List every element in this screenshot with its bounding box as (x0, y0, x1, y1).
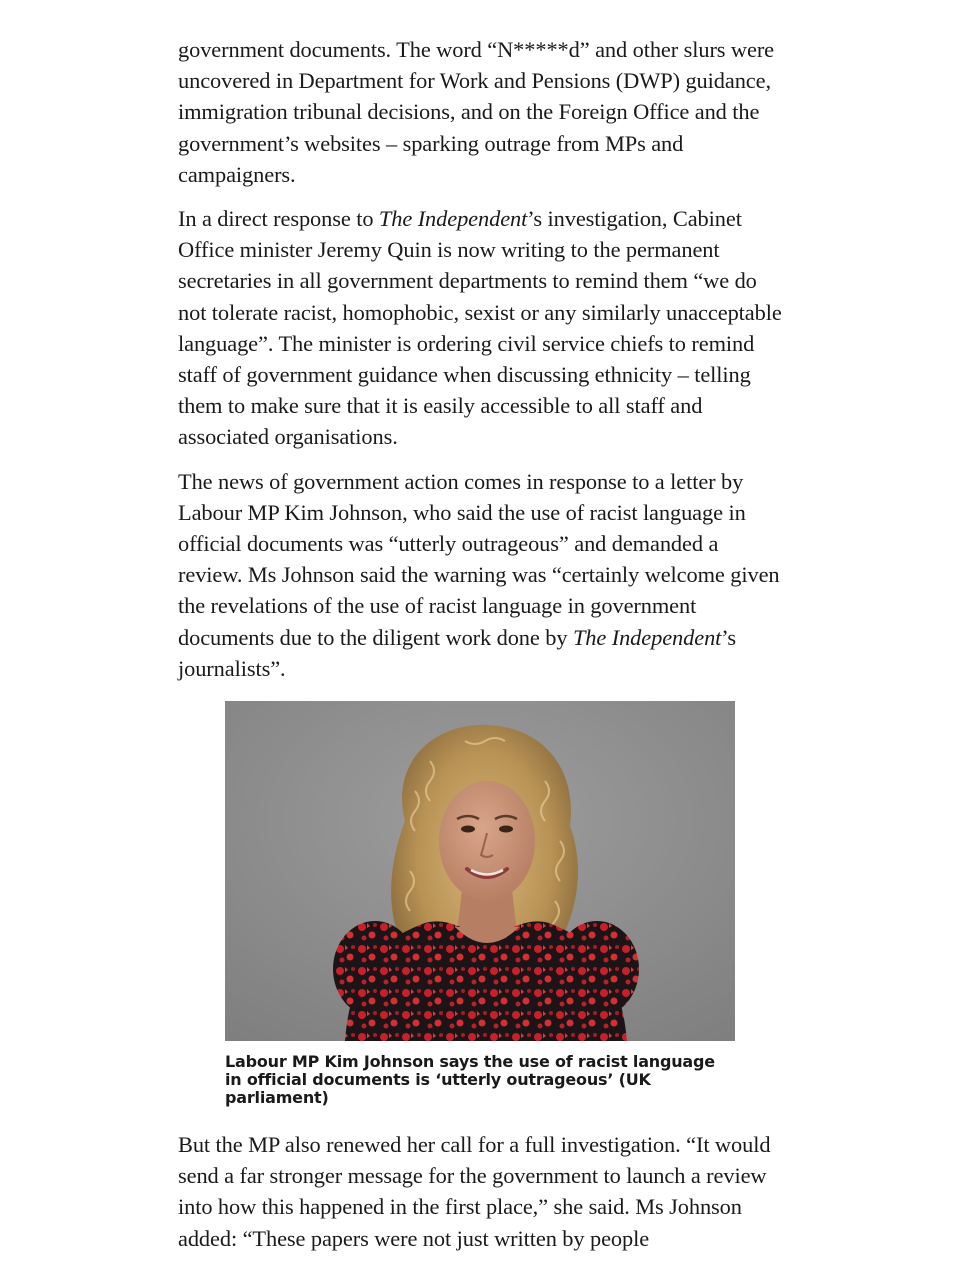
publication-name: The Independent (378, 206, 528, 232)
paragraph-text: government documents. The word “N*****d” and other slurs were uncovered in Department for Work and Pensions (DWP) guidance, immigration tribunal decisions, and on the Foreign Office and the government’s websites – sparking outrage from MPs and campaigners. (178, 37, 775, 187)
paragraph-text: In a direct response to (178, 206, 379, 232)
article-paragraph (178, 203, 788, 453)
paragraph-text: But the MP also renewed her call for a full investigation. “It would send a far stronger message for the government to launch a review into how this happened in the first place,” she said. Ms Johnson added: “These papers were not just written by people (178, 1132, 771, 1251)
article-figure (225, 701, 735, 1107)
article-paragraph (178, 34, 788, 190)
portrait-photo (225, 701, 735, 1041)
figure-caption: Labour MP Kim Johnson says the use of racist language in official documents is ‘utterly outrageous’ (UK parliament) (225, 1052, 715, 1108)
article-body (178, 34, 788, 1267)
article-paragraph (178, 466, 788, 684)
paragraph-text: The news of government action comes in response to a letter by Labour MP Kim Johnson, who said the use of racist language in official documents was “utterly outrageous” and demanded a review. Ms Johnson said the warning was “certainly welcome given the revelations of the use of racist language in government documents due to the diligent work done by (178, 468, 780, 650)
publication-name: The Independent (572, 624, 722, 650)
paragraph-text: ’s investigation, Cabinet Office minister Jeremy Quin is now writing to the permanent secretaries in all government departments to remind them “we do not tolerate racist, homophobic, sexist or any similarly unacceptable language”. The minister is ordering civil service chiefs to remind staff of government guidance when discussing ethnicity – telling them to make sure that it is easily accessible to all staff and associated organisations. (178, 206, 782, 450)
face-shape (439, 781, 535, 901)
paragraph-text: ’s journalists”. (178, 624, 737, 681)
article-paragraph (178, 1129, 788, 1254)
